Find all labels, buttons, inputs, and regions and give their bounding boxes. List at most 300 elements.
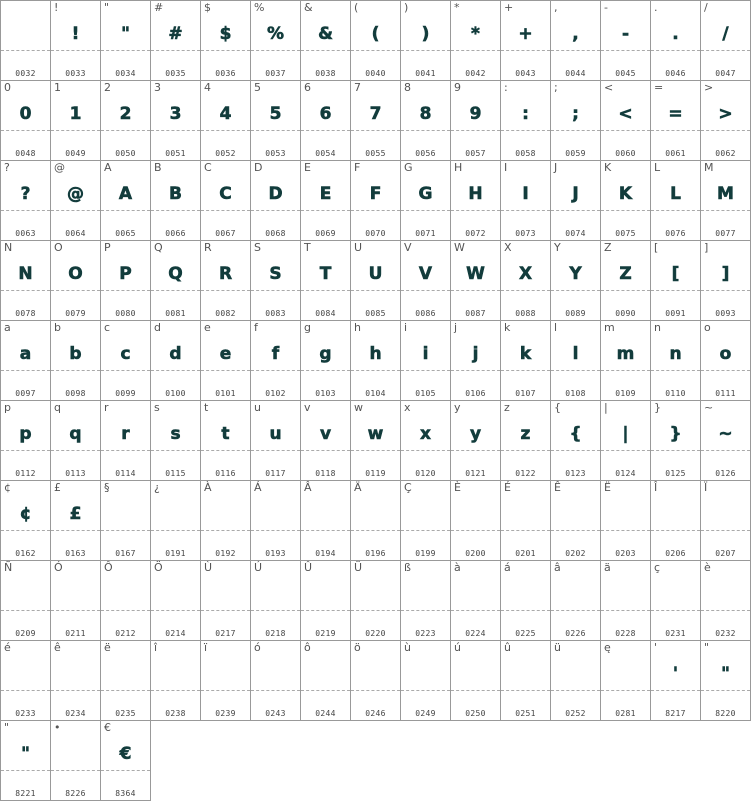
glyph-cell (501, 1, 551, 81)
glyph-cell (301, 1, 351, 81)
cell-glyph-preview (351, 497, 400, 531)
cell-divider (151, 530, 200, 531)
cell-code-label: 0101 (215, 389, 236, 398)
cell-character-label: Â (304, 481, 312, 494)
cell-divider (1, 610, 50, 611)
cell-divider (601, 610, 650, 611)
cell-character-label: p (4, 401, 11, 414)
cell-character-label: z (504, 401, 510, 414)
cell-character-label: t (204, 401, 209, 414)
cell-character-label: ú (454, 641, 461, 654)
glyph-cell (551, 401, 601, 481)
cell-character-label: 8 (404, 81, 411, 94)
glyph-cell (351, 1, 401, 81)
cell-character-label: D (254, 161, 263, 174)
cell-character-label: u (254, 401, 261, 414)
cell-glyph-preview: Q (168, 264, 183, 284)
cell-character-label: y (454, 401, 461, 414)
glyph-cell (251, 401, 301, 481)
cell-divider (51, 370, 100, 371)
cell-code-label: 0070 (365, 229, 386, 238)
cell-glyph-preview: V (418, 264, 433, 284)
cell-divider (501, 610, 550, 611)
cell-glyph-preview: r (121, 424, 130, 444)
cell-character-label: Ú (254, 561, 263, 574)
glyph-cell (51, 401, 101, 481)
cell-character-label: Ñ (4, 561, 13, 574)
glyph-cell (501, 81, 551, 161)
cell-divider (101, 690, 150, 691)
cell-glyph-preview: m (616, 344, 635, 364)
cell-glyph-preview: 3 (169, 104, 182, 124)
glyph-cell (151, 1, 201, 81)
cell-code-label: 0079 (65, 309, 86, 318)
glyph-cell (551, 481, 601, 561)
cell-glyph-preview: e (219, 344, 232, 364)
cell-glyph-preview: } (669, 424, 682, 444)
cell-divider (1, 50, 50, 51)
glyph-cell (151, 241, 201, 321)
cell-character-label: B (154, 161, 162, 174)
glyph-cell (201, 241, 251, 321)
cell-character-label: E (304, 161, 311, 174)
glyph-cell (501, 321, 551, 401)
cell-code-label: 8217 (665, 709, 686, 718)
cell-divider (651, 290, 700, 291)
cell-divider (251, 450, 300, 451)
cell-divider (301, 130, 350, 131)
cell-character-label: a (4, 321, 11, 334)
cell-divider (351, 290, 400, 291)
cell-glyph-preview: Z (619, 264, 632, 284)
cell-character-label: ę (604, 641, 611, 654)
cell-code-label: 0252 (565, 709, 586, 718)
cell-character-label: S (254, 241, 261, 254)
cell-character-label: x (404, 401, 411, 414)
cell-glyph-preview: ( (371, 24, 380, 44)
glyph-cell (1, 1, 51, 81)
cell-divider (601, 690, 650, 691)
glyph-cell (651, 81, 701, 161)
glyph-cell (401, 81, 451, 161)
glyph-cell (251, 481, 301, 561)
cell-character-label: 2 (104, 81, 111, 94)
glyph-cell (601, 401, 651, 481)
cell-character-label: ö (354, 641, 361, 654)
cell-code-label: 0076 (665, 229, 686, 238)
cell-divider (451, 130, 500, 131)
cell-code-label: 0078 (15, 309, 36, 318)
cell-character-label: ! (54, 1, 59, 14)
cell-character-label: 5 (254, 81, 261, 94)
cell-divider (151, 130, 200, 131)
glyph-cell (1, 481, 51, 561)
glyph-cell (501, 641, 551, 721)
cell-divider (401, 130, 450, 131)
cell-glyph-preview: ¢ (19, 504, 32, 524)
cell-code-label: 0072 (465, 229, 486, 238)
cell-code-label: 0118 (315, 469, 336, 478)
cell-character-label: ? (4, 161, 10, 174)
cell-glyph-preview: ! (71, 24, 80, 44)
cell-glyph-preview: 9 (469, 104, 482, 124)
cell-code-label: 0223 (415, 629, 436, 638)
cell-divider (601, 530, 650, 531)
cell-divider (201, 370, 250, 371)
cell-glyph-preview: f (271, 344, 280, 364)
cell-glyph-preview: S (269, 264, 282, 284)
cell-glyph-preview: O (68, 264, 83, 284)
cell-glyph-preview (1, 657, 50, 691)
cell-code-label: 0053 (265, 149, 286, 158)
cell-glyph-preview (551, 497, 600, 531)
glyph-cell (401, 161, 451, 241)
cell-character-label: Î (654, 481, 658, 494)
cell-character-label: ( (354, 1, 359, 14)
cell-code-label: 0034 (115, 69, 136, 78)
cell-code-label: 0075 (615, 229, 636, 238)
cell-character-label: 1 (54, 81, 61, 94)
glyph-cell (651, 1, 701, 81)
cell-character-label: . (654, 1, 658, 14)
cell-glyph-preview (501, 657, 550, 691)
cell-code-label: 0105 (415, 389, 436, 398)
cell-divider (501, 450, 550, 451)
glyph-cell (451, 321, 501, 401)
cell-glyph-preview: " (721, 664, 730, 684)
cell-divider (101, 530, 150, 531)
cell-glyph-preview: $ (219, 24, 232, 44)
cell-glyph-preview (451, 577, 500, 611)
cell-glyph-preview: X (518, 264, 533, 284)
cell-divider (401, 690, 450, 691)
cell-glyph-preview: ; (572, 104, 579, 124)
cell-glyph-preview: P (119, 264, 132, 284)
cell-character-label: î (154, 641, 158, 654)
cell-code-label: 0212 (115, 629, 136, 638)
cell-divider (351, 210, 400, 211)
glyph-cell (351, 241, 401, 321)
cell-character-label: h (354, 321, 361, 334)
cell-code-label: 0104 (365, 389, 386, 398)
cell-code-label: 0032 (15, 69, 36, 78)
cell-glyph-preview: h (369, 344, 382, 364)
cell-character-label: G (404, 161, 413, 174)
cell-character-label: Ä (354, 481, 362, 494)
glyph-cell (351, 561, 401, 641)
cell-code-label: 0162 (15, 549, 36, 558)
cell-divider (351, 530, 400, 531)
glyph-cell (1, 401, 51, 481)
cell-code-label: 0084 (315, 309, 336, 318)
cell-character-label: ä (604, 561, 611, 574)
cell-code-label: 0097 (15, 389, 36, 398)
cell-divider (601, 130, 650, 131)
cell-character-label: Û (304, 561, 313, 574)
cell-glyph-preview: F (369, 184, 382, 204)
cell-divider (101, 210, 150, 211)
cell-character-label: i (404, 321, 408, 334)
cell-glyph-preview: b (69, 344, 82, 364)
cell-divider (51, 770, 100, 771)
cell-divider (351, 130, 400, 131)
cell-code-label: 0201 (515, 549, 536, 558)
cell-code-label: 0048 (15, 149, 36, 158)
glyph-cell (651, 401, 701, 481)
cell-character-label: d (154, 321, 161, 334)
cell-glyph-preview: G (418, 184, 433, 204)
cell-character-label: k (504, 321, 511, 334)
cell-code-label: 0069 (315, 229, 336, 238)
cell-code-label: 0211 (65, 629, 86, 638)
cell-divider (251, 50, 300, 51)
glyph-cell (101, 161, 151, 241)
cell-code-label: 0234 (65, 709, 86, 718)
glyph-cell (201, 561, 251, 641)
glyph-cell (201, 481, 251, 561)
glyph-cell (451, 481, 501, 561)
cell-glyph-preview: = (668, 104, 683, 124)
cell-glyph-preview: € (119, 744, 132, 764)
glyph-cell (101, 721, 151, 801)
glyph-cell (301, 161, 351, 241)
cell-divider (101, 770, 150, 771)
cell-glyph-preview: t (221, 424, 230, 444)
cell-character-label: e (204, 321, 211, 334)
glyph-cell (601, 561, 651, 641)
cell-glyph-preview (451, 657, 500, 691)
glyph-cell (701, 561, 751, 641)
glyph-cell (301, 561, 351, 641)
cell-code-label: 0073 (515, 229, 536, 238)
cell-code-label: 0196 (365, 549, 386, 558)
cell-code-label: 0037 (265, 69, 286, 78)
cell-glyph-preview: / (722, 24, 729, 44)
glyph-cell (301, 641, 351, 721)
cell-code-label: 0246 (365, 709, 386, 718)
glyph-cell (251, 321, 301, 401)
cell-code-label: 0041 (415, 69, 436, 78)
cell-divider (601, 50, 650, 51)
cell-divider (251, 530, 300, 531)
cell-code-label: 0121 (465, 469, 486, 478)
cell-character-label: A (104, 161, 112, 174)
cell-code-label: 0116 (215, 469, 236, 478)
cell-code-label: 0192 (215, 549, 236, 558)
cell-code-label: 0249 (415, 709, 436, 718)
cell-character-label: ï (204, 641, 208, 654)
cell-code-label: 0233 (15, 709, 36, 718)
cell-divider (551, 370, 600, 371)
cell-divider (251, 210, 300, 211)
glyph-cell (151, 641, 201, 721)
cell-code-label: 0126 (715, 469, 736, 478)
cell-glyph-preview: 7 (369, 104, 382, 124)
cell-character-label: Ê (554, 481, 561, 494)
cell-character-label: ë (104, 641, 111, 654)
cell-code-label: 0081 (165, 309, 186, 318)
cell-glyph-preview: z (520, 424, 531, 444)
glyph-cell (451, 561, 501, 641)
cell-glyph-preview: : (522, 104, 529, 124)
cell-character-label: " (704, 641, 710, 654)
glyph-cell (301, 401, 351, 481)
cell-code-label: 0200 (465, 549, 486, 558)
cell-divider (1, 770, 50, 771)
cell-character-label: Ï (704, 481, 708, 494)
glyph-cell (301, 81, 351, 161)
cell-glyph-preview (501, 497, 550, 531)
cell-divider (201, 450, 250, 451)
cell-glyph-preview: U (368, 264, 383, 284)
cell-divider (201, 290, 250, 291)
cell-code-label: 0235 (115, 709, 136, 718)
cell-glyph-preview: i (422, 344, 429, 364)
cell-divider (501, 370, 550, 371)
cell-character-label: Ù (204, 561, 213, 574)
cell-code-label: 0225 (515, 629, 536, 638)
cell-divider (701, 610, 750, 611)
cell-code-label: 0042 (465, 69, 486, 78)
cell-character-label: Ç (404, 481, 412, 494)
cell-character-label: ~ (704, 401, 714, 414)
cell-character-label: > (704, 81, 714, 94)
cell-character-label: § (104, 481, 110, 494)
cell-character-label: ç (654, 561, 661, 574)
cell-divider (1, 530, 50, 531)
cell-code-label: 0093 (715, 309, 736, 318)
cell-code-label: 0065 (115, 229, 136, 238)
cell-code-label: 0046 (665, 69, 686, 78)
cell-divider (451, 290, 500, 291)
cell-glyph-preview: D (268, 184, 283, 204)
cell-divider (401, 50, 450, 51)
cell-glyph-preview (651, 577, 700, 611)
cell-glyph-preview (151, 577, 200, 611)
cell-glyph-preview: c (120, 344, 131, 364)
cell-divider (701, 290, 750, 291)
glyph-cell (51, 641, 101, 721)
glyph-cell (701, 481, 751, 561)
cell-code-label: 0062 (715, 149, 736, 158)
cell-code-label: 0243 (265, 709, 286, 718)
cell-code-label: 0051 (165, 149, 186, 158)
glyph-cell (51, 161, 101, 241)
cell-glyph-preview (201, 497, 250, 531)
cell-code-label: 0244 (315, 709, 336, 718)
glyph-cell (551, 321, 601, 401)
cell-code-label: 8220 (715, 709, 736, 718)
cell-character-label: J (554, 161, 558, 174)
cell-glyph-preview: ] (721, 264, 730, 284)
cell-divider (201, 610, 250, 611)
cell-glyph-preview: H (468, 184, 483, 204)
cell-divider (1, 290, 50, 291)
cell-code-label: 0067 (215, 229, 236, 238)
glyph-cell (101, 321, 151, 401)
cell-character-label: { (554, 401, 561, 414)
cell-character-label: : (504, 81, 508, 94)
cell-glyph-preview: I (522, 184, 529, 204)
cell-divider (101, 290, 150, 291)
cell-character-label: C (204, 161, 212, 174)
cell-glyph-preview: C (219, 184, 232, 204)
cell-character-label: É (504, 481, 511, 494)
cell-code-label: 0202 (565, 549, 586, 558)
glyph-cell (251, 81, 301, 161)
cell-character-label: f (254, 321, 258, 334)
cell-code-label: 0107 (515, 389, 536, 398)
cell-glyph-preview (101, 497, 150, 531)
cell-code-label: 0099 (115, 389, 136, 398)
cell-character-label: r (104, 401, 109, 414)
glyph-cell (651, 481, 701, 561)
cell-code-label: 0220 (365, 629, 386, 638)
cell-glyph-preview: M (717, 184, 734, 204)
glyph-cell (51, 481, 101, 561)
cell-character-label: Ü (354, 561, 363, 574)
cell-divider (101, 370, 150, 371)
glyph-cell (701, 161, 751, 241)
cell-glyph-preview: E (319, 184, 332, 204)
cell-code-label: 0068 (265, 229, 286, 238)
cell-code-label: 0098 (65, 389, 86, 398)
cell-divider (651, 450, 700, 451)
cell-code-label: 0056 (415, 149, 436, 158)
cell-code-label: 0217 (215, 629, 236, 638)
cell-character-label: é (4, 641, 11, 654)
cell-divider (151, 450, 200, 451)
cell-divider (51, 690, 100, 691)
cell-character-label: 7 (354, 81, 361, 94)
cell-divider (201, 130, 250, 131)
cell-divider (151, 610, 200, 611)
cell-divider (551, 450, 600, 451)
glyph-cell (551, 1, 601, 81)
cell-character-label: / (704, 1, 708, 14)
cell-character-label: s (154, 401, 160, 414)
cell-divider (601, 450, 650, 451)
glyph-cell (151, 401, 201, 481)
cell-character-label: w (354, 401, 363, 414)
cell-divider (401, 290, 450, 291)
cell-glyph-preview: x (420, 424, 431, 444)
cell-code-label: 0035 (165, 69, 186, 78)
cell-code-label: 0050 (115, 149, 136, 158)
cell-code-label: 0103 (315, 389, 336, 398)
glyph-cell (351, 81, 401, 161)
cell-glyph-preview: o (719, 344, 732, 364)
glyph-cell (651, 241, 701, 321)
cell-glyph-preview: { (569, 424, 582, 444)
cell-glyph-preview (301, 657, 350, 691)
cell-code-label: 0167 (115, 549, 136, 558)
cell-character-label: 9 (454, 81, 461, 94)
cell-code-label: 0082 (215, 309, 236, 318)
cell-glyph-preview (151, 497, 200, 531)
cell-glyph-preview: Y (569, 264, 582, 284)
cell-glyph-preview (151, 657, 200, 691)
cell-code-label: 0080 (115, 309, 136, 318)
cell-code-label: 0036 (215, 69, 236, 78)
glyph-cell (51, 561, 101, 641)
cell-character-label: P (104, 241, 111, 254)
cell-glyph-preview (251, 497, 300, 531)
cell-divider (51, 290, 100, 291)
cell-code-label: 0231 (665, 629, 686, 638)
cell-glyph-preview: " (121, 24, 130, 44)
cell-glyph-preview: n (669, 344, 682, 364)
